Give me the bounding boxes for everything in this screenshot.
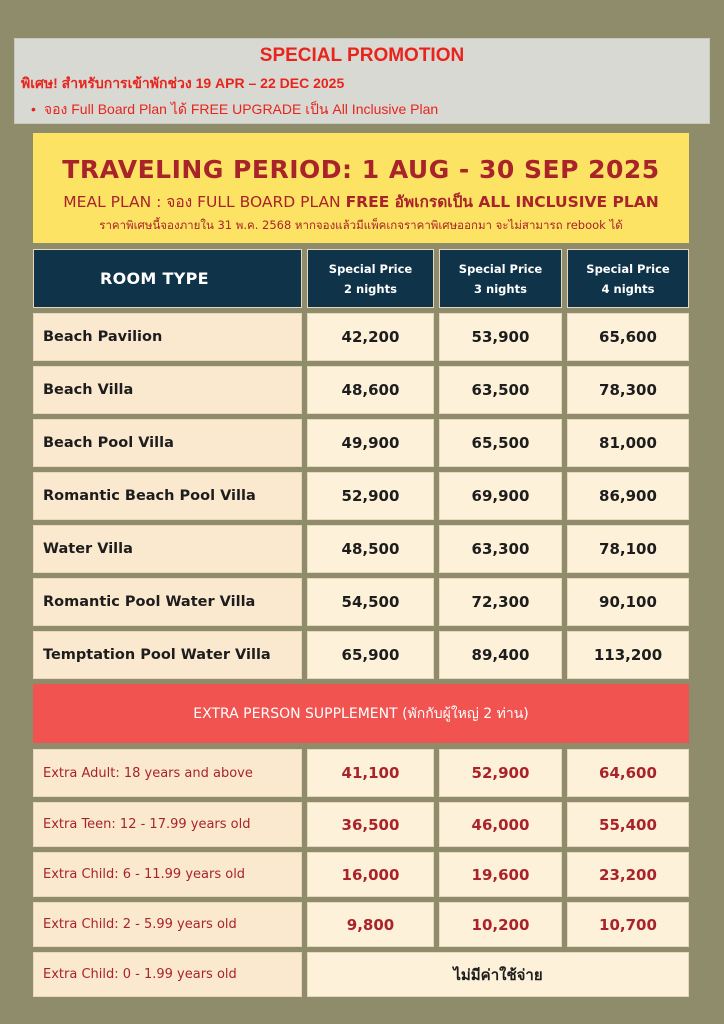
price-4-nights-cell: 81,000	[567, 419, 689, 467]
header-price-2-nights	[307, 249, 434, 308]
price-3-nights-cell: 63,500	[439, 366, 562, 414]
extra-person-label: Extra Adult: 18 years and above	[33, 749, 302, 797]
header-price-label: Special Price	[586, 261, 670, 276]
booking-note: ราคาพิเศษนี้จองภายใน 31 พ.ค. 2568 หากจองแล้วมีแพ็คเกจราคาพิเศษออกมา จะไม่สามารถ rebook ได้	[99, 218, 623, 232]
extra-price-2-nights: 16,000	[307, 852, 434, 897]
traveling-period-title: TRAVELING PERIOD: 1 AUG - 30 SEP 2025	[62, 155, 660, 184]
price-2-nights-cell: 48,500	[307, 525, 434, 573]
extra-price-3-nights: 52,900	[439, 749, 562, 797]
bullet-icon: •	[31, 101, 36, 117]
header-price-3-nights	[439, 249, 562, 308]
price-4-nights-cell: 78,300	[567, 366, 689, 414]
free-of-charge-cell: ไม่มีค่าใช้จ่าย	[307, 952, 689, 997]
price-4-nights-cell: 86,900	[567, 472, 689, 520]
extra-person-label: Extra Child: 0 - 1.99 years old	[33, 952, 302, 997]
price-3-nights-cell: 89,400	[439, 631, 562, 679]
extra-person-label: Extra Teen: 12 - 17.99 years old	[33, 802, 302, 847]
room-type-cell: Romantic Pool Water Villa	[33, 578, 302, 626]
extra-person-label: Extra Child: 2 - 5.99 years old	[33, 902, 302, 947]
price-3-nights-cell: 72,300	[439, 578, 562, 626]
extra-price-2-nights: 9,800	[307, 902, 434, 947]
room-type-cell: Beach Pool Villa	[33, 419, 302, 467]
price-3-nights-cell: 69,900	[439, 472, 562, 520]
extra-price-4-nights: 23,200	[567, 852, 689, 897]
room-type-cell: Beach Villa	[33, 366, 302, 414]
extra-price-2-nights: 41,100	[307, 749, 434, 797]
promotion-bullet-text: จอง Full Board Plan ได้ FREE UPGRADE เป็น All Inclusive Plan	[43, 101, 439, 117]
price-2-nights-cell: 42,200	[307, 313, 434, 361]
extra-price-4-nights: 10,700	[567, 902, 689, 947]
header-price-4-nights	[567, 249, 689, 308]
header-nights-label: 2 nights	[344, 281, 397, 296]
price-3-nights-cell: 65,500	[439, 419, 562, 467]
price-2-nights-cell: 54,500	[307, 578, 434, 626]
header-room-type: ROOM TYPE	[33, 249, 302, 308]
extra-price-3-nights: 10,200	[439, 902, 562, 947]
room-type-cell: Water Villa	[33, 525, 302, 573]
meal-plan-line	[33, 189, 689, 214]
special-promotion-box	[14, 38, 710, 124]
price-3-nights-cell: 63,300	[439, 525, 562, 573]
header-price-label: Special Price	[458, 261, 543, 276]
meal-plan-upgrade: FREE อัพเกรดเป็น ALL INCLUSIVE PLAN	[345, 193, 659, 211]
room-type-cell: Beach Pavilion	[33, 313, 302, 361]
price-3-nights-cell: 53,900	[439, 313, 562, 361]
extra-price-4-nights: 64,600	[567, 749, 689, 797]
price-4-nights-cell: 78,100	[567, 525, 689, 573]
extra-person-label: Extra Child: 6 - 11.99 years old	[33, 852, 302, 897]
traveling-period-banner	[33, 133, 689, 243]
promotion-bullet	[31, 99, 438, 121]
price-4-nights-cell: 90,100	[567, 578, 689, 626]
price-4-nights-cell: 113,200	[567, 631, 689, 679]
price-2-nights-cell: 65,900	[307, 631, 434, 679]
meal-plan-prefix: MEAL PLAN : จอง FULL BOARD PLAN	[63, 193, 346, 211]
header-nights-label: 3 nights	[474, 281, 527, 296]
price-2-nights-cell: 48,600	[307, 366, 434, 414]
price-4-nights-cell: 65,600	[567, 313, 689, 361]
room-type-cell: Romantic Beach Pool Villa	[33, 472, 302, 520]
header-price-label: Special Price	[328, 261, 413, 276]
promotion-period: พิเศษ! สำหรับการเข้าพักช่วง 19 APR – 22 DEC 2025	[21, 75, 345, 91]
header-nights-label: 4 nights	[601, 281, 655, 296]
room-type-cell: Temptation Pool Water Villa	[33, 631, 302, 679]
extra-price-4-nights: 55,400	[567, 802, 689, 847]
extra-price-3-nights: 19,600	[439, 852, 562, 897]
price-2-nights-cell: 49,900	[307, 419, 434, 467]
price-2-nights-cell: 52,900	[307, 472, 434, 520]
extra-person-supplement-banner: EXTRA PERSON SUPPLEMENT (พักกับผู้ใหญ่ 2 ท่าน)	[33, 684, 689, 743]
extra-price-3-nights: 46,000	[439, 802, 562, 847]
promotion-title: SPECIAL PROMOTION	[259, 45, 465, 66]
extra-price-2-nights: 36,500	[307, 802, 434, 847]
